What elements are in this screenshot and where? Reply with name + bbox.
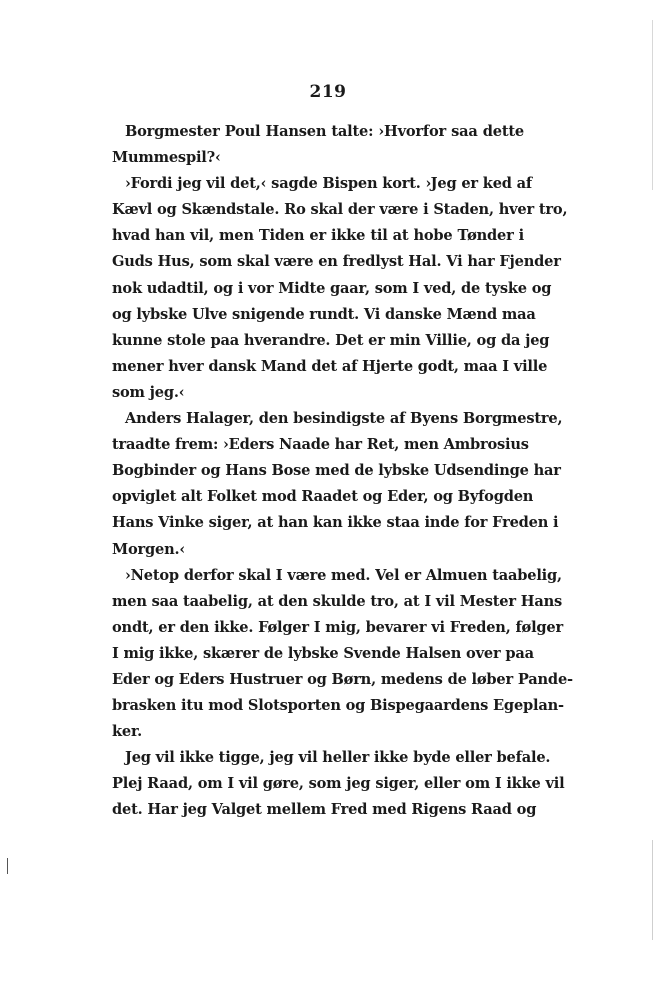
page-edge-mark [7, 858, 8, 874]
text-line: ›Fordi jeg vil det,‹ sagde Bispen kort. ›Jeg er ked af [125, 175, 532, 193]
text-line: I mig ikke, skærer de lybske Svende Halsen over paa [112, 644, 534, 662]
text-line: Mummespil?‹ [112, 149, 221, 167]
text-line: som jeg.‹ [112, 383, 185, 401]
text-line: kunne stole paa hverandre. Det er min Villie, og da jeg [112, 331, 550, 349]
text-line: Anders Halager, den besindigste af Byens Borgmestre, [125, 410, 563, 428]
text-line: hvad han vil, men Tiden er ikke til at hobe Tønder i [112, 227, 524, 245]
text-line: og lybske Ulve snigende rundt. Vi danske Mænd maa [112, 305, 536, 323]
text-line: men saa taabelig, at den skulde tro, at I vil Mester Hans [112, 592, 563, 610]
body-text [112, 119, 573, 824]
text-line: Guds Hus, som skal være en fredlyst Hal. Vi har Fjender [112, 253, 561, 271]
text-line: Kævl og Skændstale. Ro skal der være i Staden, hver tro, [112, 201, 568, 219]
text-line: ker. [112, 723, 143, 741]
text-line: brasken itu mod Slotsporten og Bispegaardens Egeplan- [112, 697, 564, 715]
text-line: Jeg vil ikke tigge, jeg vil heller ikke byde eller befale. [125, 749, 551, 767]
text-line: nok udadtil, og i vor Midte gaar, som I ved, de tyske og [112, 279, 552, 297]
text-line: mener hver dansk Mand det af Hjerte godt, maa I ville [112, 357, 548, 375]
text-line: Hans Vinke siger, at han kan ikke staa inde for Freden i [112, 514, 559, 532]
page-edge-mark [652, 20, 653, 190]
text-line: Morgen.‹ [112, 540, 185, 558]
text-line: Bogbinder og Hans Bose med de lybske Udsendinge har [112, 462, 561, 480]
page-number: 219 [309, 82, 347, 102]
text-line: traadte frem: ›Eders Naade har Ret, men Ambrosius [112, 436, 529, 454]
text-line: det. Har jeg Valget mellem Fred med Rigens Raad og [112, 801, 537, 819]
text-line: ondt, er den ikke. Følger I mig, bevarer vi Freden, følger [112, 618, 564, 636]
text-line: Borgmester Poul Hansen talte: ›Hvorfor saa dette [125, 123, 524, 140]
text-line: Plej Raad, om I vil gøre, som jeg siger, eller om I ikke vil [112, 775, 565, 793]
text-line: Eder og Eders Hustruer og Børn, medens de løber Pande- [112, 670, 573, 688]
text-line: opviglet alt Folket mod Raadet og Eder, og Byfogden [112, 488, 534, 506]
page-edge-mark [652, 840, 653, 940]
text-line: ›Netop derfor skal I være med. Vel er Almuen taabelig, [125, 566, 562, 584]
